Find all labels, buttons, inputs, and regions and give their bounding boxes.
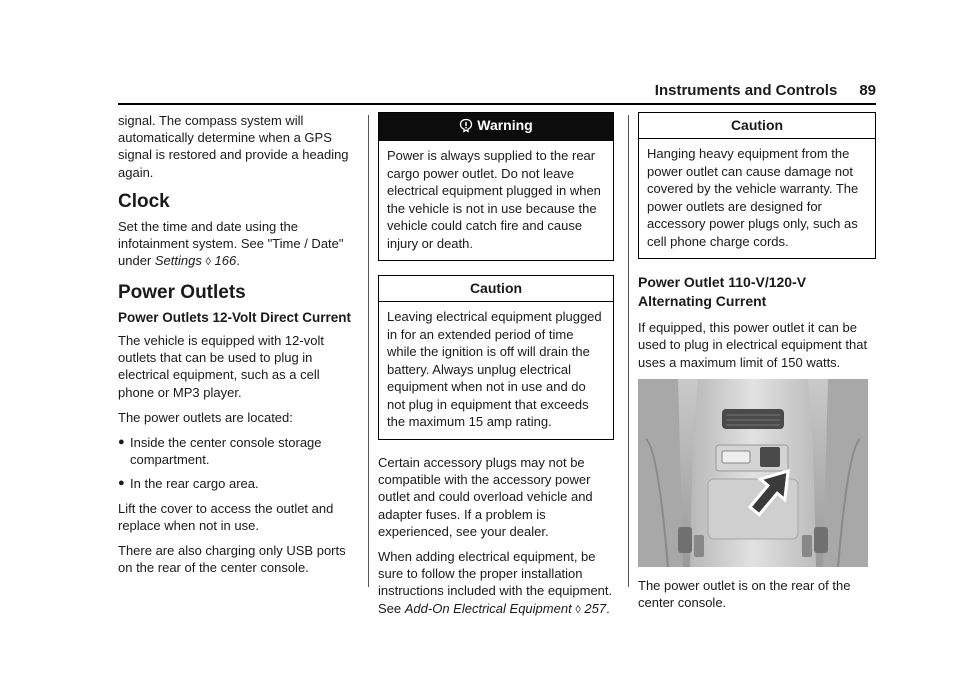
adding-text: When adding electrical equipment, be sure to follow the proper installation instructions included with the equipment. See <box>378 548 613 616</box>
period: . <box>236 253 240 269</box>
warning-text: Power is always supplied to the rear cargo power outlet. Do not leave electrical equipment plugged in when the vehicle is not in use because the vehicle could catch fire and cause injury or death. <box>387 148 601 251</box>
warning-icon <box>459 118 473 137</box>
clock-text: Set the time and date using the infotainment system. See "Time / Date" under <box>118 219 344 269</box>
dc-subheading: Power Outlets 12-Volt Direct Current <box>118 309 352 325</box>
column-left <box>118 112 356 584</box>
paragraph: If equipped, this power outlet it can be used to plug in electrical equipment that uses a maximum limit of 150 watts. <box>638 320 868 370</box>
list-item <box>118 475 356 492</box>
paragraph: There are also charging only USB ports on the rear of the center console. <box>118 543 346 576</box>
page-ref-icon: ◊ <box>205 256 211 269</box>
column-right <box>638 112 876 619</box>
running-header <box>644 82 876 99</box>
bullet-icon: ● <box>118 436 125 449</box>
caution-box <box>638 112 876 259</box>
settings-link[interactable]: Settings <box>154 253 202 269</box>
caution-text: Leaving electrical equipment plugged in for an extended period of time while the ignition is off will drain the battery. Always unplug electrical equipment when not in use and do not plug in equipment that exceeds the maximum 15 amp rating. <box>387 309 602 430</box>
center-console-photo <box>638 379 868 567</box>
paragraph <box>378 548 614 619</box>
ac-outlet-heading: Power Outlet 110-V/120-V Alternating Current <box>638 274 807 310</box>
column-middle <box>378 112 614 627</box>
caution-title: Caution <box>379 276 613 302</box>
page-number: 89 <box>859 82 876 99</box>
caution-box <box>378 275 614 440</box>
paragraph: The vehicle is equipped with 12-volt outlets that can be used to plug in electrical equipment, such as a cell phone or MP3 player. <box>118 333 324 400</box>
list-item <box>118 434 356 468</box>
paragraph: Lift the cover to access the outlet and replace when not in use. <box>118 500 334 533</box>
header-rule <box>118 103 876 105</box>
column-divider <box>628 115 629 587</box>
warning-title-bar <box>379 113 613 141</box>
add-on-page-ref[interactable]: 257 <box>584 600 607 616</box>
period: . <box>606 600 610 616</box>
paragraph: Certain accessory plugs may not be compatible with the accessory power outlet and could overload vehicle and adapter fuses. If a problem is experienced, see your dealer. <box>378 454 593 539</box>
warning-title: Warning <box>477 117 533 133</box>
section-title: Instruments and Controls <box>654 82 838 99</box>
page-ref-icon: ◊ <box>575 603 581 616</box>
caution-title: Caution <box>639 113 875 139</box>
settings-page-ref[interactable]: 166 <box>214 253 237 269</box>
paragraph <box>118 218 356 272</box>
paragraph: The power outlets are located: <box>118 409 293 425</box>
power-outlets-heading: Power Outlets <box>118 281 246 303</box>
caution-text: Hanging heavy equipment from the power outlet can cause damage not covered by the vehicle warranty. The power outlets are designed for accessory power plugs only, such as cell phone charge cords. <box>647 146 859 249</box>
photo-caption: The power outlet is on the rear of the center console. <box>638 577 851 611</box>
bullet-icon: ● <box>118 477 125 490</box>
clock-heading: Clock <box>118 190 170 212</box>
column-divider <box>368 115 369 587</box>
list-item-text: Inside the center console storage compartment. <box>130 435 322 468</box>
paragraph: signal. The compass system will automatically determine when a GPS signal is restored and provide a heading again. <box>118 113 349 180</box>
list-item-text: In the rear cargo area. <box>130 476 259 492</box>
warning-box <box>378 112 614 261</box>
add-on-link[interactable]: Add-On Electrical Equipment <box>404 600 572 616</box>
